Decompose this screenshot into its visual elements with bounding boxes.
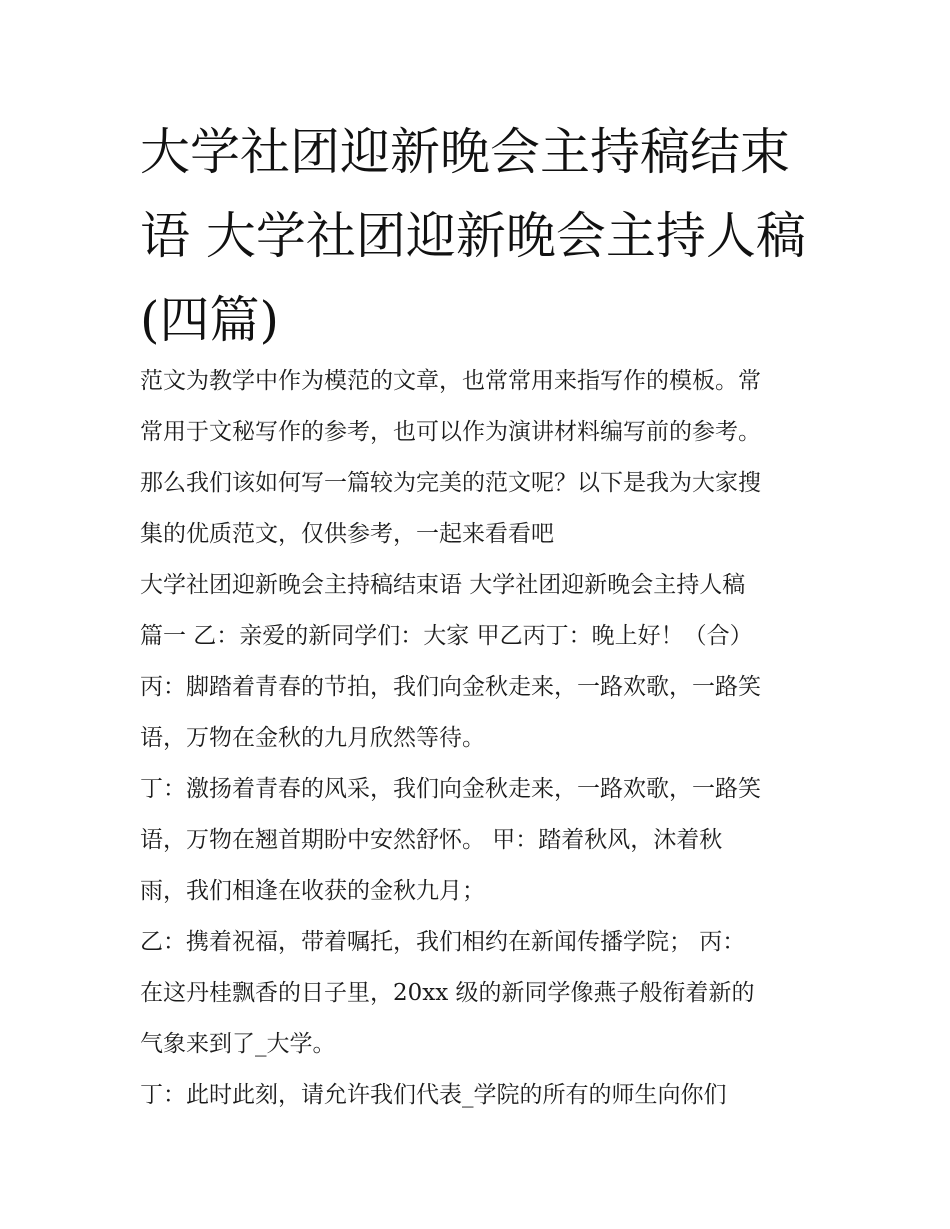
body-line: 在这丹桂飘香的日子里，20xx 级的新同学像燕子般衔着新的 xyxy=(140,980,755,1006)
document-title xyxy=(140,110,820,362)
body-line: 集的优质范文，仅供参考，一起来看看吧 xyxy=(140,521,554,547)
body-line: 丙：脚踏着青春的节拍，我们向金秋走来，一路欢歌，一路笑 xyxy=(140,674,761,700)
body-line: 乙：携着祝福，带着嘱托，我们相约在新闻传播学院； 丙： xyxy=(140,929,746,955)
body-line: 雨，我们相逢在收获的金秋九月； xyxy=(140,878,485,904)
body-line: 语，万物在金秋的九月欣然等待。 xyxy=(140,725,485,751)
body-line: 大学社团迎新晚会主持稿结束语 大学社团迎新晚会主持人稿 xyxy=(140,572,746,598)
body-line: 那么我们该如何写一篇较为完美的范文呢？以下是我为大家搜 xyxy=(140,470,761,496)
body-line: 丁：激扬着青春的风采，我们向金秋走来，一路欢歌，一路笑 xyxy=(140,776,761,802)
title-line: (四篇) xyxy=(140,291,280,349)
body-line: 范文为教学中作为模范的文章，也常常用来指写作的模板。常 xyxy=(140,368,761,394)
title-line: 大学社团迎新晚会主持稿结束 xyxy=(140,123,790,181)
body-line: 篇一 乙：亲爱的新同学们：大家 甲乙丙丁：晚上好！（合） xyxy=(140,623,753,649)
body-line: 常用于文秘写作的参考，也可以作为演讲材料编写前的参考。 xyxy=(140,419,761,445)
body-line: 丁：此时此刻，请允许我们代表_学院的所有的师生向你们 xyxy=(140,1082,727,1108)
title-line: 语 大学社团迎新晚会主持人稿 xyxy=(140,207,806,265)
body-line: 语，万物在翘首期盼中安然舒怀。 甲：踏着秋风，沐着秋 xyxy=(140,827,723,853)
document-body xyxy=(140,356,830,1121)
body-line: 气象来到了_大学。 xyxy=(140,1031,336,1057)
